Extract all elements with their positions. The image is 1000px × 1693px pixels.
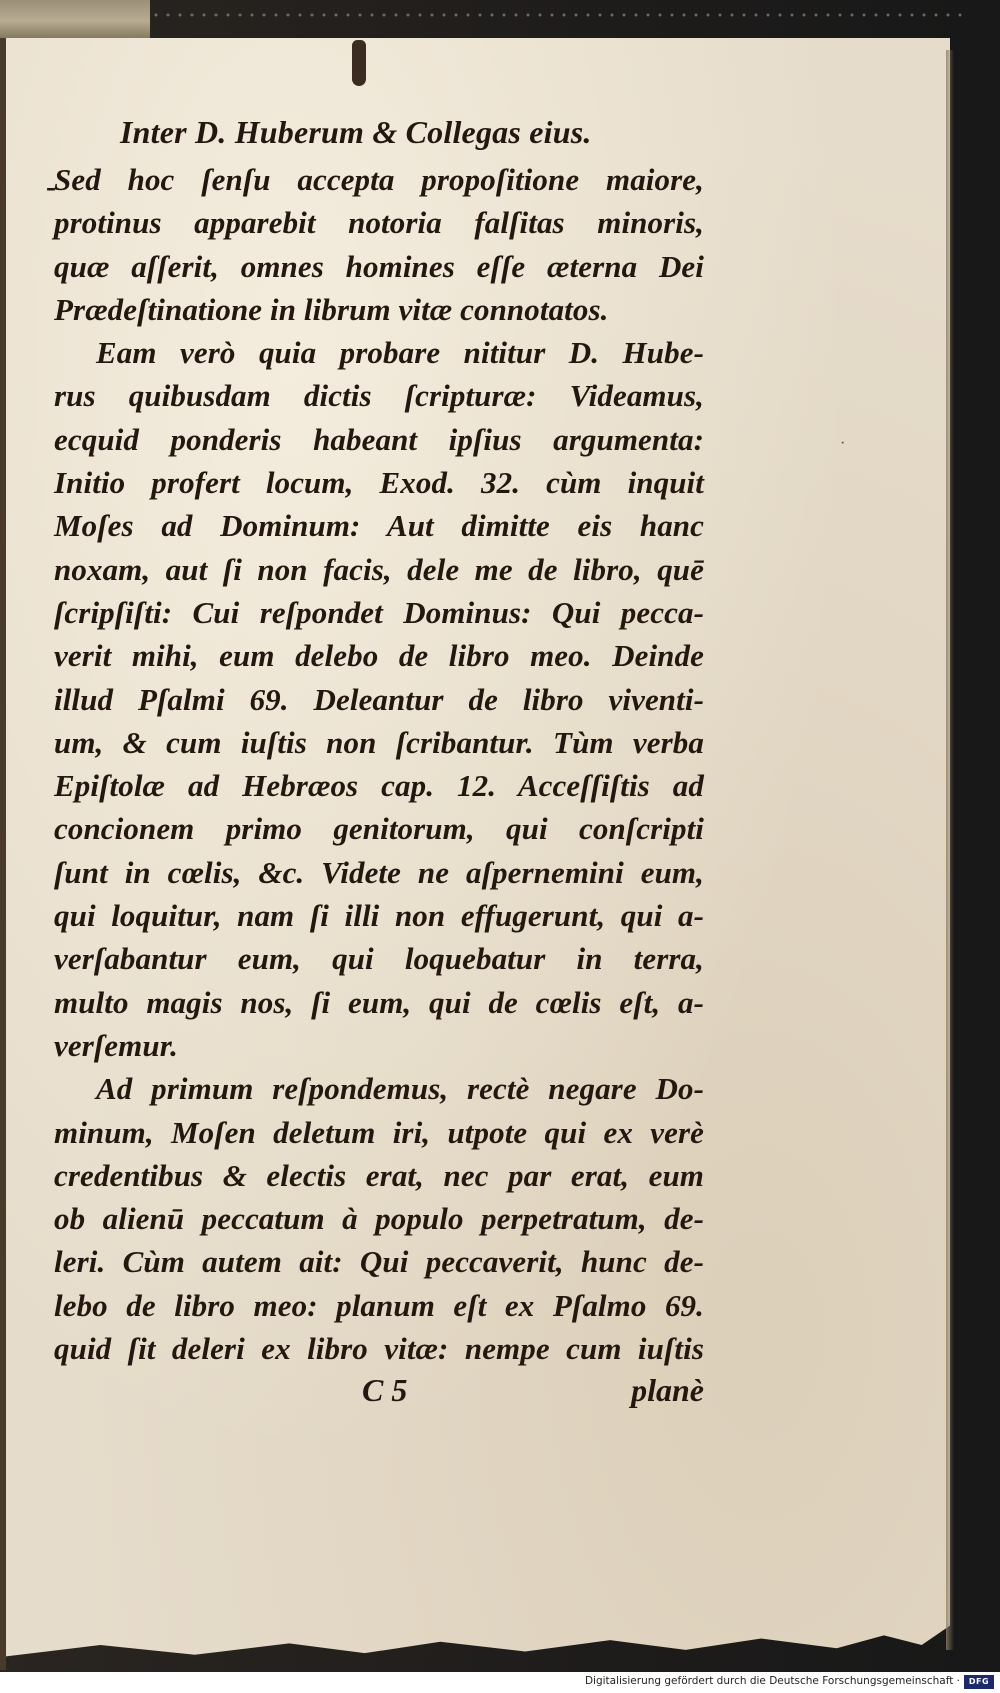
- scanner-border-dots: [150, 8, 970, 22]
- text-line: credentibus & electis erat, nec par erat, eum: [54, 1157, 704, 1193]
- page-edge-shadow: [946, 50, 954, 1650]
- digitization-credit-text: Digitalisierung gefördert durch die Deutsche Forschungsgemeinschaft ·: [584, 1675, 960, 1687]
- text-line: ſcripſiſti: Cui reſpondet Dominus: Qui pecca-: [54, 594, 704, 630]
- text-line: rus quibusdam dictis ſcripturæ: Videamus,: [54, 378, 704, 414]
- text-line: leri. Cùm autem ait: Qui peccaverit, hunc de-: [54, 1244, 704, 1280]
- text-line: quæ aſſerit, omnes homines eſſe æterna Dei: [54, 248, 704, 284]
- text-line: ob alienū peccatum à populo perpetratum, de-: [54, 1201, 704, 1237]
- binding-edge: [0, 38, 6, 1670]
- dfg-logo-icon: DFG: [964, 1675, 994, 1689]
- stray-ink-mark: ·: [840, 435, 846, 452]
- margin-dash-mark: -: [46, 170, 56, 203]
- text-line: Sed hoc ſenſu accepta propoſitione maiore,: [54, 162, 704, 197]
- page-footer: [54, 1372, 704, 1416]
- text-line: qui loquitur, nam ſi illi non effugerunt, qui a-: [54, 898, 704, 934]
- text-line: verit mihi, eum delebo de libro meo. Deinde: [54, 638, 704, 674]
- text-line: Moſes ad Dominum: Aut dimitte eis hanc: [54, 508, 704, 544]
- text-line: protinus apparebit notoria falſitas minoris,: [54, 205, 704, 241]
- binding-thread-mark: [352, 40, 366, 86]
- text-line: Prædeſtinatione in librum vitæ connotatos.: [54, 291, 609, 327]
- catchword: planè: [631, 1372, 704, 1408]
- page-text: [54, 106, 704, 1370]
- text-line: ecquid ponderis habeant ipſius argumenta:: [54, 421, 704, 457]
- text-line: minum, Moſen deletum iri, utpote qui ex verè: [54, 1114, 704, 1150]
- text-line: Eam verò quia probare nititur D. Hube-: [96, 335, 704, 371]
- digitization-credit-bar: [0, 1672, 1000, 1693]
- adjacent-page-scrap: [0, 0, 150, 38]
- text-line: multo magis nos, ſi eum, qui de cœlis eſt, a-: [54, 984, 704, 1020]
- text-line: lebo de libro meo: planum eſt ex Pſalmo 69.: [54, 1287, 704, 1323]
- text-line: verſabantur eum, qui loquebatur in terra,: [54, 941, 704, 977]
- text-line: quid ſit deleri ex libro vitæ: nempe cum iuſtis: [54, 1331, 704, 1367]
- signature-mark: C 5: [362, 1372, 408, 1408]
- running-head: Inter D. Huberum & Collegas eius.: [120, 114, 592, 150]
- text-line: concionem primo genitorum, qui conſcripti: [54, 811, 704, 847]
- text-line: ſunt in cœlis, &c. Videte ne aſpernemini eum,: [54, 854, 704, 890]
- text-line: verſemur.: [54, 1027, 179, 1063]
- text-line: Ad primum reſpondemus, rectè negare Do-: [96, 1071, 704, 1107]
- text-line: illud Pſalmi 69. Deleantur de libro viventi-: [54, 681, 704, 717]
- text-line: Epiſtolæ ad Hebræos cap. 12. Acceſſiſtis ad: [54, 768, 704, 804]
- text-line: um, & cum iuſtis non ſcribantur. Tùm verba: [54, 724, 704, 760]
- text-line: Initio profert locum, Exod. 32. cùm inquit: [54, 465, 704, 501]
- text-line: noxam, aut ſi non facis, dele me de libro, quē: [54, 551, 704, 587]
